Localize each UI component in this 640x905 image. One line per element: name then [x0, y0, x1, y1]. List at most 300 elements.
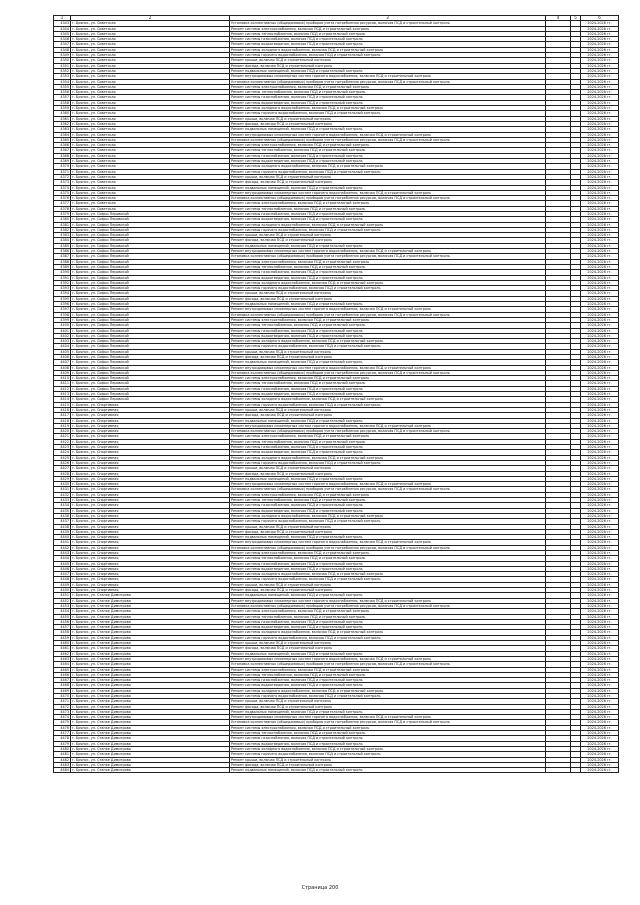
row-number: 4399	[54, 317, 71, 322]
address-cell: г. Брянск, ул. Спортивная	[71, 407, 230, 412]
row-number: 4359	[54, 106, 71, 111]
work-cell: Ремонт системы электроснабжения, включая ПСД и строительный контроль	[230, 376, 546, 381]
period-cell: 2024-2026 гг.	[581, 619, 619, 624]
address-cell: г. Брянск, ул. Спортивная	[71, 566, 230, 571]
period-cell: 2024-2026 гг.	[581, 259, 619, 264]
period-cell: 2024-2026 гг.	[581, 233, 619, 238]
period-cell: 2024-2026 гг.	[581, 26, 619, 31]
address-cell: г. Брянск, ул. Станке Димитрова	[71, 699, 230, 704]
period-cell: 2024-2026 гг.	[581, 423, 619, 428]
header-col-2: 2	[71, 16, 230, 21]
address-cell: г. Брянск, ул. Советская	[71, 53, 230, 58]
work-cell: Ремонт системы электроснабжения, включая ПСД и строительный контроль	[230, 725, 546, 730]
address-cell: г. Брянск, ул. Спортивная	[71, 508, 230, 513]
row-number: 4398	[54, 312, 71, 317]
row-number: 4482	[54, 757, 71, 762]
row-number: 4343	[54, 21, 71, 26]
address-cell: г. Брянск, ул. Спортивная	[71, 561, 230, 566]
address-cell: г. Брянск, ул. Спортивная	[71, 492, 230, 497]
work-cell: Ремонт внутридомовых инженерных систем горячего водоснабжения, включая ПСД и строительный контроль	[230, 598, 546, 603]
row-number: 4478	[54, 736, 71, 741]
row-number: 4454	[54, 609, 71, 614]
work-cell: Ремонт фасада, включая ПСД и строительный контроль	[230, 529, 546, 534]
work-cell: Ремонт системы теплоснабжения, включая ПСД и строительный контроль	[230, 672, 546, 677]
row-number: 4448	[54, 577, 71, 582]
row-number: 4385	[54, 243, 71, 248]
row-number: 4433	[54, 498, 71, 503]
work-cell: Установка коллективных (общедомовых) приборов учета потребления ресурсов, включая ПСД и строительный контроль	[230, 545, 546, 550]
header-col-4: 4	[546, 16, 571, 21]
work-cell: Ремонт внутридомовых инженерных систем горячего водоснабжения, включая ПСД и строительный контроль	[230, 307, 546, 312]
row-number: 4391	[54, 275, 71, 280]
work-cell: Ремонт внутридомовых инженерных систем горячего водоснабжения, включая ПСД и строительный контроль	[230, 132, 546, 137]
address-cell: г. Брянск, ул. Софьи Перовской	[71, 344, 230, 349]
row-number: 4417	[54, 413, 71, 418]
work-cell: Установка коллективных (общедомовых) приборов учета потребления ресурсов, включая ПСД и строительный контроль	[230, 370, 546, 375]
row-number: 4377	[54, 201, 71, 206]
address-cell: г. Брянск, ул. Спортивная	[71, 445, 230, 450]
row-number: 4432	[54, 492, 71, 497]
address-cell: г. Брянск, ул. Советская	[71, 63, 230, 68]
address-cell: г. Брянск, ул. Советская	[71, 116, 230, 121]
address-cell: г. Брянск, ул. Советская	[71, 74, 230, 79]
period-cell: 2024-2026 гг.	[581, 688, 619, 693]
period-cell: 2024-2026 гг.	[581, 174, 619, 179]
period-cell: 2024-2026 гг.	[581, 90, 619, 95]
row-number: 4463	[54, 656, 71, 661]
address-cell: г. Брянск, ул. Софьи Перовской	[71, 280, 230, 285]
address-cell: г. Брянск, ул. Станке Димитрова	[71, 678, 230, 683]
address-cell: г. Брянск, ул. Советская	[71, 137, 230, 142]
row-number: 4467	[54, 678, 71, 683]
address-cell: г. Брянск, ул. Спортивная	[71, 556, 230, 561]
work-cell: Ремонт системы холодного водоснабжения, включая ПСД и строительный контроль	[230, 630, 546, 635]
row-number: 4375	[54, 190, 71, 195]
row-number: 4380	[54, 217, 71, 222]
address-cell: г. Брянск, ул. Станке Димитрова	[71, 672, 230, 677]
work-cell: Ремонт системы теплоснабжения, включая ПСД и строительный контроль	[230, 90, 546, 95]
period-cell: 2024-2026 гг.	[581, 58, 619, 63]
row-number: 4425	[54, 455, 71, 460]
period-cell: 2024-2026 гг.	[581, 392, 619, 397]
row-number: 4349	[54, 53, 71, 58]
period-cell: 2024-2026 гг.	[581, 121, 619, 126]
period-cell: 2024-2026 гг.	[581, 492, 619, 497]
address-cell: г. Брянск, ул. Софьи Перовской	[71, 227, 230, 232]
work-cell: Ремонт подвальных помещений, включая ПСД и строительный контроль	[230, 593, 546, 598]
row-number: 4461	[54, 646, 71, 651]
period-cell: 2024-2026 гг.	[581, 614, 619, 619]
work-cell: Ремонт крыши, включая ПСД и строительный контроль	[230, 757, 546, 762]
period-cell: 2024-2026 гг.	[581, 699, 619, 704]
work-cell: Ремонт внутридомовых инженерных систем горячего водоснабжения, включая ПСД и строительный контроль	[230, 190, 546, 195]
work-cell: Установка коллективных (общедомовых) приборов учета потребления ресурсов, включая ПСД и строительный контроль	[230, 662, 546, 667]
row-number: 4372	[54, 174, 71, 179]
work-cell: Ремонт крыши, включая ПСД и строительный контроль	[230, 699, 546, 704]
period-cell: 2024-2026 гг.	[581, 53, 619, 58]
row-number: 4476	[54, 725, 71, 730]
address-cell: г. Брянск, ул. Станке Димитрова	[71, 667, 230, 672]
period-cell: 2024-2026 гг.	[581, 344, 619, 349]
row-number: 4468	[54, 683, 71, 688]
period-cell: 2024-2026 гг.	[581, 222, 619, 227]
period-cell: 2024-2026 гг.	[581, 630, 619, 635]
address-cell: г. Брянск, ул. Спортивная	[71, 503, 230, 508]
address-cell: г. Брянск, ул. Станке Димитрова	[71, 752, 230, 757]
work-cell: Ремонт системы электроснабжения, включая ПСД и строительный контроль	[230, 143, 546, 148]
period-cell: 2024-2026 гг.	[581, 588, 619, 593]
row-number: 4389	[54, 264, 71, 269]
address-cell: г. Брянск, ул. Советская	[71, 26, 230, 31]
period-cell: 2024-2026 гг.	[581, 143, 619, 148]
work-cell: Ремонт системы горячего водоснабжения, включая ПСД и строительный контроль	[230, 111, 546, 116]
work-cell: Ремонт крыши, включая ПСД и строительный контроль	[230, 582, 546, 587]
work-cell: Ремонт системы газоснабжения, включая ПСД и строительный контроль	[230, 95, 546, 100]
row-number: 4446	[54, 566, 71, 571]
row-number: 4449	[54, 582, 71, 587]
period-cell: 2024-2026 гг.	[581, 662, 619, 667]
address-cell: г. Брянск, ул. Спортивная	[71, 582, 230, 587]
row-number: 4392	[54, 280, 71, 285]
work-cell: Ремонт внутридомовых инженерных систем горячего водоснабжения, включая ПСД и строительный контроль	[230, 423, 546, 428]
address-cell: г. Брянск, ул. Советская	[71, 196, 230, 201]
work-cell: Ремонт внутридомовых инженерных систем горячего водоснабжения, включая ПСД и строительный контроль	[230, 249, 546, 254]
row-number: 4435	[54, 508, 71, 513]
address-cell: г. Брянск, ул. Софьи Перовской	[71, 264, 230, 269]
address-cell: г. Брянск, ул. Станке Димитрова	[71, 694, 230, 699]
row-number: 4466	[54, 672, 71, 677]
row-number: 4370	[54, 164, 71, 169]
row-number: 4477	[54, 731, 71, 736]
address-cell: г. Брянск, ул. Спортивная	[71, 460, 230, 465]
period-cell: 2024-2026 гг.	[581, 598, 619, 603]
address-cell: г. Брянск, ул. Советская	[71, 106, 230, 111]
register-table	[53, 15, 619, 773]
address-cell: г. Брянск, ул. Софьи Перовской	[71, 397, 230, 402]
period-cell: 2024-2026 гг.	[581, 169, 619, 174]
work-cell: Ремонт внутридомовых инженерных систем горячего водоснабжения, включая ПСД и строительный контроль	[230, 365, 546, 370]
work-cell: Ремонт крыши, включая ПСД и строительный контроль	[230, 233, 546, 238]
address-cell: г. Брянск, ул. Софьи Перовской	[71, 291, 230, 296]
work-cell: Ремонт системы газоснабжения, включая ПСД и строительный контроль	[230, 619, 546, 624]
period-cell: 2024-2026 гг.	[581, 482, 619, 487]
row-number: 4483	[54, 762, 71, 767]
work-cell: Ремонт системы горячего водоснабжения, включая ПСД и строительный контроль	[230, 577, 546, 582]
work-cell: Ремонт крыши, включая ПСД и строительный контроль	[230, 641, 546, 646]
work-cell: Ремонт фасада, включая ПСД и строительный контроль	[230, 646, 546, 651]
period-cell: 2024-2026 гг.	[581, 328, 619, 333]
period-cell: 2024-2026 гг.	[581, 227, 619, 232]
row-number: 4457	[54, 625, 71, 630]
work-cell: Ремонт системы теплоснабжения, включая ПСД и строительный контроль	[230, 381, 546, 386]
address-cell: г. Брянск, ул. Станке Димитрова	[71, 715, 230, 720]
address-cell: г. Брянск, ул. Советская	[71, 169, 230, 174]
year-cell	[546, 768, 571, 773]
period-cell: 2024-2026 гг.	[581, 725, 619, 730]
work-cell: Ремонт системы электроснабжения, включая ПСД и строительный контроль	[230, 609, 546, 614]
address-cell: г. Брянск, ул. Станке Димитрова	[71, 768, 230, 773]
row-number: 4355	[54, 84, 71, 89]
work-cell: Ремонт системы газоснабжения, включая ПСД и строительный контроль	[230, 445, 546, 450]
period-cell: 2024-2026 гг.	[581, 360, 619, 365]
work-cell: Ремонт системы электроснабжения, включая ПСД и строительный контроль	[230, 492, 546, 497]
address-cell: г. Брянск, ул. Станке Димитрова	[71, 603, 230, 608]
row-number: 4348	[54, 47, 71, 52]
address-cell: г. Брянск, ул. Софьи Перовской	[71, 339, 230, 344]
address-cell: г. Брянск, ул. Станке Димитрова	[71, 630, 230, 635]
work-cell: Ремонт системы водоотведения, включая ПСД и строительный контроль	[230, 625, 546, 630]
row-number: 4393	[54, 286, 71, 291]
row-number: 4354	[54, 79, 71, 84]
address-cell: г. Брянск, ул. Советская	[71, 159, 230, 164]
period-cell: 2024-2026 гг.	[581, 296, 619, 301]
work-cell: Ремонт системы холодного водоснабжения, включая ПСД и строительный контроль	[230, 455, 546, 460]
row-number: 4360	[54, 111, 71, 116]
work-cell: Ремонт системы холодного водоснабжения, включая ПСД и строительный контроль	[230, 106, 546, 111]
address-cell: г. Брянск, ул. Софьи Перовской	[71, 243, 230, 248]
period-cell: 2024-2026 гг.	[581, 185, 619, 190]
period-cell: 2024-2026 гг.	[581, 275, 619, 280]
period-cell: 2024-2026 гг.	[581, 180, 619, 185]
work-cell: Ремонт системы холодного водоснабжения, включая ПСД и строительный контроль	[230, 397, 546, 402]
period-cell: 2024-2026 гг.	[581, 31, 619, 36]
work-cell: Ремонт фасада, включая ПСД и строительный контроль	[230, 296, 546, 301]
period-cell: 2024-2026 гг.	[581, 460, 619, 465]
period-cell: 2024-2026 гг.	[581, 625, 619, 630]
work-cell: Ремонт крыши, включая ПСД и строительный контроль	[230, 116, 546, 121]
row-number: 4376	[54, 196, 71, 201]
work-cell: Ремонт внутридомовых инженерных систем горячего водоснабжения, включая ПСД и строительный контроль	[230, 74, 546, 79]
address-cell: г. Брянск, ул. Станке Димитрова	[71, 662, 230, 667]
row-number: 4473	[54, 709, 71, 714]
row-number: 4453	[54, 603, 71, 608]
period-cell: 2024-2026 гг.	[581, 550, 619, 555]
period-cell: 2024-2026 гг.	[581, 566, 619, 571]
row-number: 4369	[54, 159, 71, 164]
row-number: 4426	[54, 460, 71, 465]
work-cell: Ремонт системы электроснабжения, включая ПСД и строительный контроль	[230, 259, 546, 264]
address-cell: г. Брянск, ул. Софьи Перовской	[71, 296, 230, 301]
period-cell: 2024-2026 гг.	[581, 439, 619, 444]
period-cell: 2024-2026 гг.	[581, 201, 619, 206]
address-cell: г. Брянск, ул. Софьи Перовской	[71, 302, 230, 307]
period-cell: 2024-2026 гг.	[581, 349, 619, 354]
work-cell: Ремонт крыши, включая ПСД и строительный контроль	[230, 466, 546, 471]
address-cell: г. Брянск, ул. Софьи Перовской	[71, 365, 230, 370]
row-number: 4384	[54, 238, 71, 243]
row-number: 4381	[54, 222, 71, 227]
period-cell: 2024-2026 гг.	[581, 148, 619, 153]
row-number: 4462	[54, 651, 71, 656]
page-footer: Страница 200	[301, 885, 339, 891]
row-number: 4365	[54, 137, 71, 142]
row-number: 4368	[54, 153, 71, 158]
row-number: 4471	[54, 699, 71, 704]
address-cell: г. Брянск, ул. Софьи Перовской	[71, 238, 230, 243]
address-cell: г. Брянск, ул. Спортивная	[71, 434, 230, 439]
row-number: 4427	[54, 466, 71, 471]
row-number: 4405	[54, 349, 71, 354]
work-cell: Ремонт системы теплоснабжения, включая ПСД и строительный контроль	[230, 323, 546, 328]
header-col-6: 6	[581, 16, 619, 21]
row-number: 4438	[54, 524, 71, 529]
row-number: 4383	[54, 233, 71, 238]
register-table-body	[54, 16, 619, 773]
row-number: 4353	[54, 74, 71, 79]
row-number: 4481	[54, 752, 71, 757]
period-cell: 2024-2026 гг.	[581, 68, 619, 73]
period-cell: 2024-2026 гг.	[581, 529, 619, 534]
address-cell: г. Брянск, ул. Советская	[71, 185, 230, 190]
work-cell: Ремонт системы водоотведения, включая ПСД и строительный контроль	[230, 159, 546, 164]
period-cell: 2024-2026 гг.	[581, 402, 619, 407]
row-number: 4387	[54, 254, 71, 259]
period-cell: 2024-2026 гг.	[581, 455, 619, 460]
row-number: 4455	[54, 614, 71, 619]
row-number: 4415	[54, 402, 71, 407]
period-cell: 2024-2026 гг.	[581, 471, 619, 476]
row-number: 4352	[54, 68, 71, 73]
work-cell: Ремонт системы холодного водоснабжения, включая ПСД и строительный контроль	[230, 47, 546, 52]
row-number: 4400	[54, 323, 71, 328]
period-cell: 2024-2026 гг.	[581, 540, 619, 545]
work-cell: Ремонт системы холодного водоснабжения, включая ПСД и строительный контроль	[230, 746, 546, 751]
row-number: 4362	[54, 121, 71, 126]
address-cell: г. Брянск, ул. Софьи Перовской	[71, 222, 230, 227]
address-cell: г. Брянск, ул. Советская	[71, 132, 230, 137]
address-cell: г. Брянск, ул. Советская	[71, 111, 230, 116]
work-cell: Ремонт системы водоотведения, включая ПСД и строительный контроль	[230, 683, 546, 688]
work-cell: Ремонт системы холодного водоснабжения, включая ПСД и строительный контроль	[230, 339, 546, 344]
work-cell: Ремонт системы газоснабжения, включая ПСД и строительный контроль	[230, 561, 546, 566]
address-cell: г. Брянск, ул. Советская	[71, 143, 230, 148]
row-number: 4411	[54, 381, 71, 386]
row-number: 4409	[54, 370, 71, 375]
period-cell: 2024-2026 гг.	[581, 593, 619, 598]
address-cell: г. Брянск, ул. Советская	[71, 190, 230, 195]
period-cell: 2024-2026 гг.	[581, 116, 619, 121]
work-cell: Ремонт подвальных помещений, включая ПСД и строительный контроль	[230, 709, 546, 714]
row-number: 4420	[54, 429, 71, 434]
row-number: 4345	[54, 31, 71, 36]
address-cell: г. Брянск, ул. Софьи Перовской	[71, 312, 230, 317]
work-cell: Ремонт подвальных помещений, включая ПСД и строительный контроль	[230, 651, 546, 656]
row-number: 4440	[54, 535, 71, 540]
header-col-3: 3	[230, 16, 546, 21]
period-cell: 2024-2026 гг.	[581, 63, 619, 68]
work-cell: Установка коллективных (общедомовых) приборов учета потребления ресурсов, включая ПСД и строительный контроль	[230, 196, 546, 201]
work-cell: Установка коллективных (общедомовых) приборов учета потребления ресурсов, включая ПСД и строительный контроль	[230, 79, 546, 84]
period-cell: 2024-2026 гг.	[581, 535, 619, 540]
address-cell: г. Брянск, ул. Советская	[71, 127, 230, 132]
period-cell: 2024-2026 гг.	[581, 206, 619, 211]
row-number: 4408	[54, 365, 71, 370]
work-cell: Ремонт системы газоснабжения, включая ПСД и строительный контроль	[230, 153, 546, 158]
work-cell: Ремонт системы горячего водоснабжения, включая ПСД и строительный контроль	[230, 402, 546, 407]
work-cell: Установка коллективных (общедомовых) приборов учета потребления ресурсов, включая ПСД и строительный контроль	[230, 312, 546, 317]
period-cell: 2024-2026 гг.	[581, 355, 619, 360]
work-cell: Ремонт внутридомовых инженерных систем горячего водоснабжения, включая ПСД и строительный контроль	[230, 482, 546, 487]
address-cell: г. Брянск, ул. Советская	[71, 42, 230, 47]
work-cell: Ремонт системы горячего водоснабжения, включая ПСД и строительный контроль	[230, 286, 546, 291]
work-cell: Ремонт системы электроснабжения, включая ПСД и строительный контроль	[230, 434, 546, 439]
work-cell: Ремонт подвальных помещений, включая ПСД и строительный контроль	[230, 535, 546, 540]
work-cell: Ремонт системы теплоснабжения, включая ПСД и строительный контроль	[230, 731, 546, 736]
work-cell: Ремонт системы теплоснабжения, включая ПСД и строительный контроль	[230, 206, 546, 211]
period-cell: 2024-2026 гг.	[581, 487, 619, 492]
period-cell: 2024-2026 гг.	[581, 270, 619, 275]
address-cell: г. Брянск, ул. Станке Димитрова	[71, 720, 230, 725]
period-cell: 2024-2026 гг.	[581, 641, 619, 646]
work-cell: Ремонт системы водоотведения, включая ПСД и строительный контроль	[230, 450, 546, 455]
period-cell: 2024-2026 гг.	[581, 704, 619, 709]
row-number: 4436	[54, 513, 71, 518]
address-cell: г. Брянск, ул. Спортивная	[71, 466, 230, 471]
work-cell: Ремонт системы теплоснабжения, включая ПСД и строительный контроль	[230, 264, 546, 269]
row-number: 4366	[54, 143, 71, 148]
address-cell: г. Брянск, ул. Советская	[71, 180, 230, 185]
period-cell: 2024-2026 гг.	[581, 434, 619, 439]
work-cell: Ремонт подвальных помещений, включая ПСД и строительный контроль	[230, 185, 546, 190]
period-cell: 2024-2026 гг.	[581, 672, 619, 677]
work-cell: Ремонт подвальных помещений, включая ПСД и строительный контроль	[230, 418, 546, 423]
work-cell: Ремонт системы газоснабжения, включая ПСД и строительный контроль	[230, 270, 546, 275]
address-cell: г. Брянск, ул. Спортивная	[71, 476, 230, 481]
work-cell: Ремонт системы электроснабжения, включая ПСД и строительный контроль	[230, 667, 546, 672]
address-cell: г. Брянск, ул. Станке Димитрова	[71, 598, 230, 603]
address-cell: г. Брянск, ул. Софьи Перовской	[71, 355, 230, 360]
address-cell: г. Брянск, ул. Станке Димитрова	[71, 614, 230, 619]
work-cell: Ремонт системы водоотведения, включая ПСД и строительный контроль	[230, 508, 546, 513]
address-cell: г. Брянск, ул. Советская	[71, 31, 230, 36]
row-number: 4371	[54, 169, 71, 174]
row-number: 4469	[54, 688, 71, 693]
work-cell: Установка коллективных (общедомовых) приборов учета потребления ресурсов, включая ПСД и строительный контроль	[230, 21, 546, 26]
work-cell: Ремонт фасада, включая ПСД и строительный контроль	[230, 413, 546, 418]
row-number: 4421	[54, 434, 71, 439]
address-cell: г. Брянск, ул. Спортивная	[71, 545, 230, 550]
period-cell: 2024-2026 гг.	[581, 196, 619, 201]
address-cell: г. Брянск, ул. Софьи Перовской	[71, 376, 230, 381]
work-cell: Ремонт крыши, включая ПСД и строительный контроль	[230, 524, 546, 529]
period-cell: 2024-2026 гг.	[581, 37, 619, 42]
period-cell: 2024-2026 гг.	[581, 524, 619, 529]
period-cell: 2024-2026 гг.	[581, 746, 619, 751]
address-cell: г. Брянск, ул. Советская	[71, 121, 230, 126]
address-cell: г. Брянск, ул. Спортивная	[71, 482, 230, 487]
period-cell: 2024-2026 гг.	[581, 429, 619, 434]
work-cell: Ремонт системы горячего водоснабжения, включая ПСД и строительный контроль	[230, 635, 546, 640]
work-cell: Ремонт подвальных помещений, включая ПСД и строительный контроль	[230, 476, 546, 481]
address-cell: г. Брянск, ул. Станке Димитрова	[71, 625, 230, 630]
address-cell: г. Брянск, ул. Станке Димитрова	[71, 593, 230, 598]
row-number: 4379	[54, 211, 71, 216]
row-number: 4401	[54, 328, 71, 333]
period-cell: 2024-2026 гг.	[581, 503, 619, 508]
work-cell: Ремонт крыши, включая ПСД и строительный контроль	[230, 58, 546, 63]
period-cell: 2024-2026 гг.	[581, 407, 619, 412]
row-number: 4346	[54, 37, 71, 42]
row-number: 4465	[54, 667, 71, 672]
address-cell: г. Брянск, ул. Станке Димитрова	[71, 635, 230, 640]
address-cell: г. Брянск, ул. Софьи Перовской	[71, 275, 230, 280]
period-cell: 2024-2026 гг.	[581, 397, 619, 402]
address-cell: г. Брянск, ул. Спортивная	[71, 577, 230, 582]
work-cell: Ремонт системы электроснабжения, включая ПСД и строительный контроль	[230, 550, 546, 555]
row-number: 4464	[54, 662, 71, 667]
row-number: 4361	[54, 116, 71, 121]
address-cell: г. Брянск, ул. Софьи Перовской	[71, 217, 230, 222]
